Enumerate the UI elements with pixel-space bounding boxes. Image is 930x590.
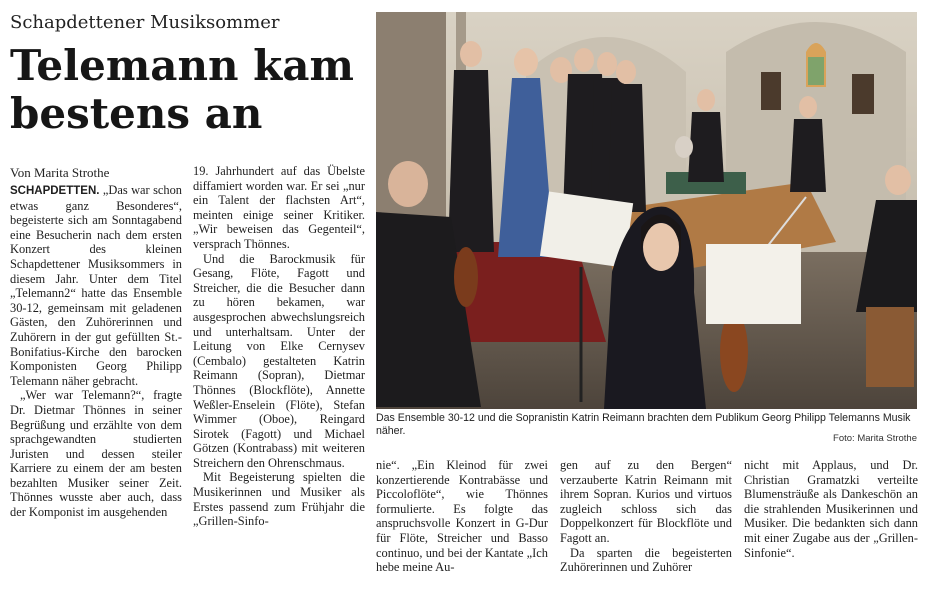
article-paragraph: nicht mit Applaus, und Dr. Christian Gramatzki verteilte Blumensträuße als Dankeschön an die strahlenden Musikerinnen und Musiker. Die bedankten sich dann mit einer Zugabe aus der „Grillen-Sinfonie“. xyxy=(744,458,918,560)
article-column-4 xyxy=(560,458,732,575)
article-paragraph xyxy=(10,183,182,388)
article-paragraph: gen auf zu den Bergen“ verzauberte Katrin Reimann mit ihrem Sopran. Kurios und virtuos zugleich schloss sich das Doppelkonzert für Blockflöte und Fagott an. xyxy=(560,458,732,545)
article-paragraph: Da sparten die begeisterten Zuhörerinnen und Zuhörer xyxy=(560,545,732,575)
headline: Telemann kam bestens an xyxy=(10,41,354,138)
article-paragraph: nie“. „Ein Kleinod für zwei konzertierende Kontrabässe und Piccoloflöte“, wie Thönnes formulierte. Es folgte das anspruchsvolle Konzert in G-Dur für Flöte, Streicher und Basso continuo, und bei der Kantate „Ich hebe meine Au- xyxy=(376,458,548,575)
paragraph-text: „Das war schon etwas ganz Besonderes“, begeisterte sich am Sonntagabend eine Besucherin nach dem ersten Konzert des kleinen Schapdettener Musiksommers in diesem Jahr. Unter dem Titel „Telemann2“ hatte das Ensemble 30-12, gemeinsam mit geladenen Gästen, den Zuhörerinnen und Zuhörern in der gut gefüllten St.-Bonifatius-Kirche den barocken Komponisten Georg Philipp Telemann näher gebracht. xyxy=(10,183,182,388)
photo-credit: Foto: Marita Strothe xyxy=(833,433,917,444)
article-column-5 xyxy=(744,458,918,560)
article-paragraph: Mit Begeisterung spielten die Musikerinnen und Musiker als Erstes passend zum Frühjahr die „Grillen-Sinfo- xyxy=(193,470,365,529)
article-column-2 xyxy=(193,164,365,529)
article-paragraph: „Wer war Telemann?“, fragte Dr. Dietmar Thönnes in seiner Begrüßung und erzählte von dem sprachgewandten studierten Juristen und dessen steiler Karriere zu einem der am besten bezahlten Musiker seiner Zeit. Thönnes wusste aber auch, dass der Komponist im ausgehenden xyxy=(10,388,182,520)
ensemble-photo-illustration xyxy=(376,12,917,409)
article-paragraph: Und die Barockmusik für Gesang, Flöte, Fagott und Streicher, die die Besucher dann zu hören bekamen, war ausgesprochen abwechslungsreich und unterhaltsam. Unter der Leitung von Elke Cernysev (Cembalo) gestalteten Katrin Reimann (Sopran), Dietmar Thönnes (Blockflöte), Annette Weßler-Enselein (Flöte), Stefan Wimmer (Oboe), Reingard Sirotek (Fagott) und Michael Götzen (Kontrabass) mit weiteren Streichern den Ohrenschmaus. xyxy=(193,251,365,470)
ensemble-photo xyxy=(376,12,917,409)
dateline: SCHAPDETTEN. xyxy=(10,185,100,197)
article-column-3 xyxy=(376,458,548,575)
byline: Von Marita Strothe xyxy=(10,165,110,180)
article-paragraph: 19. Jahrhundert auf das Übelste diffamiert worden war. Er sei „nur ein Talent der flachsten Art“, meinten einige seiner Kritiker. „Wir beweisen das Gegenteil“, versprach Thönnes. xyxy=(193,164,365,251)
photo-caption: Das Ensemble 30-12 und die Sopranistin Katrin Reimann brachten dem Publikum Georg Philipp Telemanns Musik näher. xyxy=(376,412,911,437)
kicker: Schapdettener Musiksommer xyxy=(10,12,280,33)
article-column-1 xyxy=(10,183,182,520)
